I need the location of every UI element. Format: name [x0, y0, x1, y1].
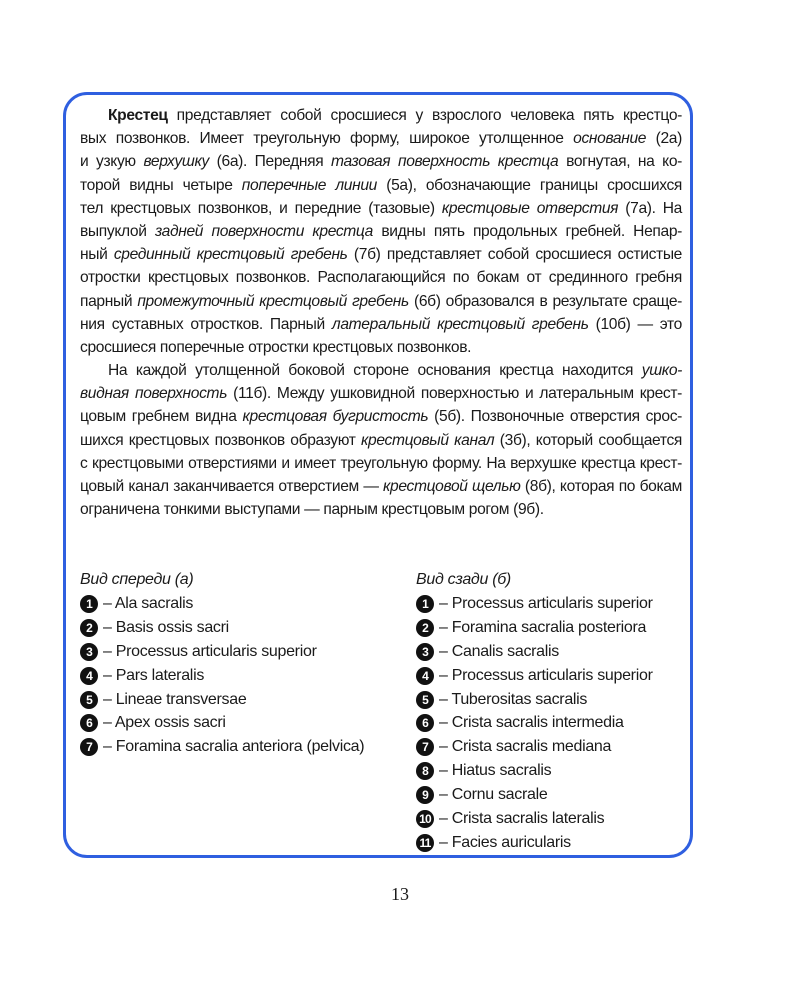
- term-italic: задней поверхности крестца: [154, 222, 373, 240]
- legend-label: – Basis ossis sacri: [103, 618, 229, 636]
- text-line: [80, 359, 682, 382]
- text-run: (7б) представляет собой сросшиеся остистые: [347, 246, 682, 264]
- text-line: [80, 174, 682, 197]
- legend-label: – Crista sacralis intermedia: [439, 714, 624, 732]
- text-run: тел крестцовых позвонков, и передние (тазовые): [80, 199, 442, 217]
- text-run: вогнутая, на ко-: [558, 153, 682, 171]
- number-marker-icon: 4: [80, 667, 98, 685]
- number-marker-icon: 1: [80, 595, 98, 613]
- term-italic: промежуточный крестцовый гребень: [137, 292, 409, 310]
- text-run: ограничена тонкими выступами — парным крестцовым рогом (9б).: [80, 501, 544, 519]
- text-run: отростки крестцовых позвонков. Располагающийся по бокам от срединного гребня: [80, 269, 682, 287]
- legend-label: – Crista sacralis mediana: [439, 738, 612, 756]
- legend-item: [416, 688, 686, 712]
- legend-item: [416, 807, 686, 831]
- legend-item: [80, 664, 400, 688]
- legend-label: – Crista sacralis lateralis: [439, 810, 605, 828]
- term-italic: ушко-: [641, 362, 682, 380]
- number-marker-icon: 7: [416, 738, 434, 756]
- text-line: [80, 243, 682, 266]
- text-run: сросшиеся поперечные отростки крестцовых позвонков.: [80, 338, 472, 356]
- text-run: цовый канал заканчивается отверстием —: [80, 478, 384, 495]
- legend-label: – Apex ossis sacri: [103, 714, 226, 732]
- legend-item: [80, 616, 400, 640]
- term-italic: поперечные линии: [241, 176, 377, 194]
- text-run: (5а), обозначающие границы сросшихся: [377, 176, 683, 194]
- text-run: ный: [80, 246, 114, 264]
- term-italic: видная поверхность: [80, 385, 228, 403]
- legend-item: [416, 664, 686, 688]
- legend-label: – Processus articularis superior: [439, 666, 653, 684]
- legend-item: [416, 783, 686, 807]
- legend-item: [80, 735, 400, 759]
- legend-label: – Processus articularis superior: [439, 595, 653, 612]
- text-line: [80, 405, 682, 428]
- text-run: выпуклой: [80, 222, 155, 240]
- text-run: (6а). Передняя: [208, 153, 332, 171]
- text-line: [80, 452, 682, 475]
- number-marker-icon: 7: [80, 738, 98, 756]
- number-marker-icon: 6: [80, 714, 98, 732]
- text-run: шихся крестцовых позвонков образуют: [80, 431, 362, 449]
- text-line: [80, 290, 682, 313]
- text-line: [80, 127, 682, 150]
- legend-item: [416, 759, 686, 783]
- legend-item: [416, 616, 686, 640]
- term-italic: срединный крестцовый гребень: [113, 246, 348, 264]
- number-marker-icon: 3: [416, 643, 434, 661]
- number-marker-icon: 5: [80, 691, 98, 709]
- legend-label: – Foramina sacralia anteriora (pelvica): [103, 738, 365, 756]
- legend-label: – Ala sacralis: [103, 595, 194, 612]
- text-line: [80, 429, 682, 452]
- text-run: (11б). Между ушковидной поверхностью и латеральным крест-: [227, 385, 683, 403]
- text-line: [80, 382, 682, 405]
- legend-item: [416, 592, 686, 616]
- text-run: с крестцовыми отверстиями и имеет треугольную форму. На верхушке крестца крест-: [80, 454, 682, 472]
- text-run: (6б) образовался в результате сраще-: [408, 292, 683, 310]
- text-run: (7а). На: [618, 199, 682, 217]
- text-line: [80, 475, 682, 498]
- back-view-list: [416, 592, 686, 855]
- legend-label: – Lineae transversae: [103, 690, 247, 708]
- number-marker-icon: 6: [416, 714, 434, 732]
- number-marker-icon: 9: [416, 786, 434, 804]
- text-run: цовым гребнем видна: [80, 408, 243, 426]
- legend-label: – Cornu sacrale: [439, 786, 548, 804]
- text-run: торой видны четыре: [80, 176, 242, 194]
- term-italic: основание: [573, 130, 647, 148]
- text-run: На каждой утолщенной боковой стороне основания крестца находится: [108, 362, 642, 380]
- term-italic: верхушку: [143, 153, 209, 171]
- number-marker-icon: 5: [416, 691, 434, 709]
- legend-item: [80, 640, 400, 664]
- legend-item: [416, 640, 686, 664]
- page-number: 13: [391, 884, 409, 904]
- text-run: представляет собой сросшиеся у взрослого человека пять крестцо-: [167, 107, 682, 124]
- number-marker-icon: 4: [416, 667, 434, 685]
- legend-item: [416, 735, 686, 759]
- term-italic: латеральный крестцовый гребень: [331, 315, 589, 333]
- front-view-title: Вид спереди (а): [80, 571, 194, 588]
- front-view-list: [80, 592, 400, 759]
- text-run: (3б), который сообщается: [494, 431, 682, 449]
- legend-label: – Canalis sacralis: [439, 642, 559, 660]
- number-marker-icon: 2: [80, 619, 98, 637]
- term-italic: крестцовой щелью: [383, 478, 521, 495]
- text-run: (5б). Позвоночные отверстия срос-: [428, 408, 682, 426]
- text-run: парный: [80, 292, 138, 310]
- legend-item: [80, 688, 400, 712]
- legend-label: – Processus articularis superior: [103, 642, 317, 660]
- back-view-legend: [416, 568, 686, 855]
- front-view-legend: [80, 568, 400, 759]
- legend-item: [416, 831, 686, 855]
- number-marker-icon: 8: [416, 762, 434, 780]
- body-text: [80, 104, 682, 521]
- text-line: [80, 197, 682, 220]
- legend-label: – Hiatus sacralis: [439, 762, 552, 780]
- text-line: [80, 498, 682, 521]
- text-run: (8б), которая по бокам: [520, 478, 682, 495]
- number-marker-icon: 11: [416, 834, 434, 852]
- term-italic: тазовая поверхность крестца: [331, 153, 559, 171]
- legend-item: [80, 711, 400, 735]
- legend-label: – Tuberositas sacralis: [439, 690, 588, 708]
- legend-item: [416, 711, 686, 735]
- term-italic: крестцовая бугристость: [242, 408, 429, 426]
- number-marker-icon: 2: [416, 619, 434, 637]
- text-run: и узкую: [80, 153, 144, 171]
- text-line: [80, 104, 682, 127]
- text-run: (2а): [646, 130, 682, 148]
- legend-label: – Pars lateralis: [103, 666, 205, 684]
- text-line: [80, 220, 682, 243]
- number-marker-icon: 3: [80, 643, 98, 661]
- text-run: (10б) — это: [588, 315, 682, 333]
- text-line: [80, 336, 682, 359]
- number-marker-icon: 1: [416, 595, 434, 613]
- term-bold: Крестец: [108, 107, 168, 124]
- text-line: [80, 266, 682, 289]
- legend-label: – Foramina sacralia posteriora: [439, 618, 647, 636]
- text-line: [80, 313, 682, 336]
- term-italic: крестцовый канал: [361, 431, 495, 449]
- legend-label: – Facies auricularis: [439, 833, 571, 851]
- text-run: видны пять продольных гребней. Непар-: [373, 222, 682, 240]
- legend-item: [80, 592, 400, 616]
- text-line: [80, 150, 682, 173]
- back-view-title: Вид сзади (б): [416, 571, 511, 588]
- term-italic: крестцовые отверстия: [441, 199, 619, 217]
- number-marker-icon: 10: [416, 810, 434, 828]
- text-run: ния суставных отростков. Парный: [80, 315, 332, 333]
- text-run: вых позвонков. Имеет треугольную форму, широкое утолщенное: [80, 130, 574, 148]
